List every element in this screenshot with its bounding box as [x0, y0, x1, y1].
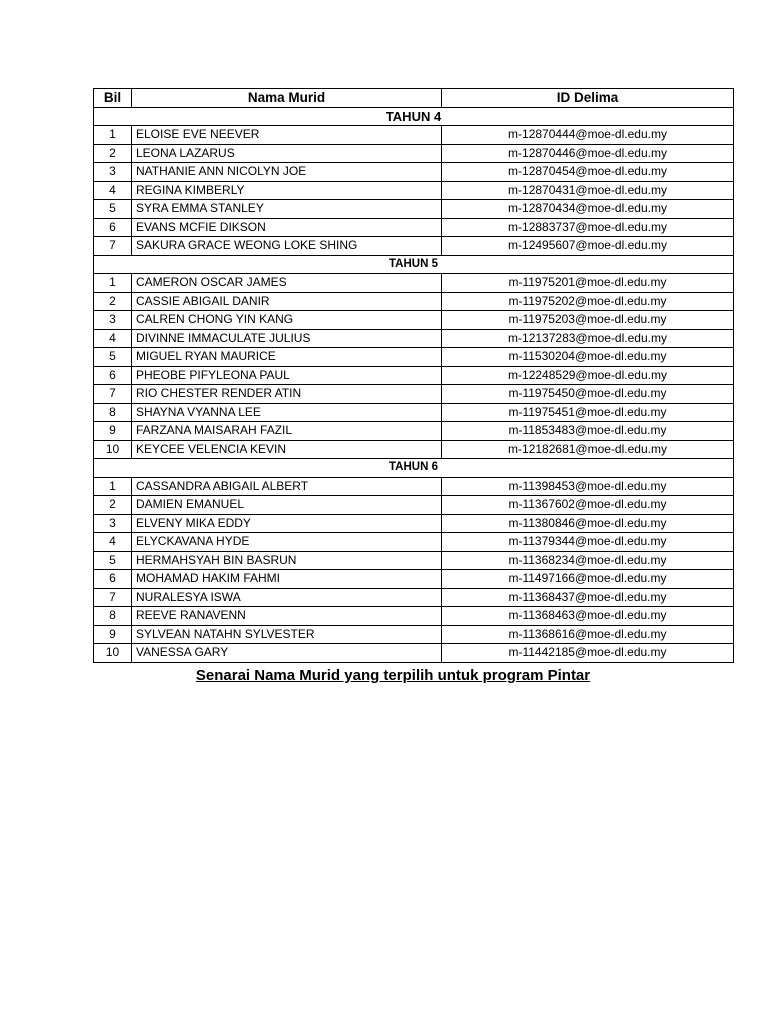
row-number: 7	[94, 588, 132, 607]
student-id: m-11368437@moe-dl.edu.my	[442, 588, 734, 607]
row-number: 8	[94, 607, 132, 626]
student-name: REGINA KIMBERLY	[132, 181, 442, 200]
row-number: 1	[94, 274, 132, 293]
row-number: 5	[94, 200, 132, 219]
row-number: 6	[94, 218, 132, 237]
row-number: 3	[94, 514, 132, 533]
table-row	[94, 607, 734, 626]
student-name: ELVENY MIKA EDDY	[132, 514, 442, 533]
student-name: MIGUEL RYAN MAURICE	[132, 348, 442, 367]
student-id: m-11975450@moe-dl.edu.my	[442, 385, 734, 404]
header-name: Nama Murid	[132, 89, 442, 108]
student-name: HERMAHSYAH BIN BASRUN	[132, 551, 442, 570]
table-row	[94, 385, 734, 404]
student-id: m-11367602@moe-dl.edu.my	[442, 496, 734, 515]
table-row	[94, 440, 734, 459]
row-number: 3	[94, 311, 132, 330]
student-id: m-12137283@moe-dl.edu.my	[442, 329, 734, 348]
table-row	[94, 181, 734, 200]
table-row	[94, 514, 734, 533]
row-number: 1	[94, 477, 132, 496]
table-row	[94, 422, 734, 441]
row-number: 8	[94, 403, 132, 422]
table-row	[94, 144, 734, 163]
student-id: m-11398453@moe-dl.edu.my	[442, 477, 734, 496]
row-number: 10	[94, 644, 132, 663]
table-row	[94, 218, 734, 237]
student-id: m-11497166@moe-dl.edu.my	[442, 570, 734, 589]
row-number: 5	[94, 551, 132, 570]
student-id: m-11380846@moe-dl.edu.my	[442, 514, 734, 533]
table-row	[94, 551, 734, 570]
row-number: 9	[94, 625, 132, 644]
table-row	[94, 644, 734, 663]
student-name: PHEOBE PIFYLEONA PAUL	[132, 366, 442, 385]
student-id: m-11975203@moe-dl.edu.my	[442, 311, 734, 330]
group-title: TAHUN 6	[94, 459, 734, 478]
student-id: m-11379344@moe-dl.edu.my	[442, 533, 734, 552]
table-row	[94, 533, 734, 552]
group-row	[94, 459, 734, 478]
student-id: m-11975202@moe-dl.edu.my	[442, 292, 734, 311]
student-name: CASSANDRA ABIGAIL ALBERT	[132, 477, 442, 496]
student-name: KEYCEE VELENCIA KEVIN	[132, 440, 442, 459]
table-row	[94, 366, 734, 385]
group-title: TAHUN 5	[94, 255, 734, 274]
table-row	[94, 329, 734, 348]
student-id: m-11530204@moe-dl.edu.my	[442, 348, 734, 367]
student-name: DIVINNE IMMACULATE JULIUS	[132, 329, 442, 348]
student-id: m-11975201@moe-dl.edu.my	[442, 274, 734, 293]
table-row	[94, 126, 734, 145]
table-row	[94, 625, 734, 644]
student-name: NURALESYA ISWA	[132, 588, 442, 607]
student-id: m-12495607@moe-dl.edu.my	[442, 237, 734, 256]
table-row	[94, 274, 734, 293]
student-id: m-11368616@moe-dl.edu.my	[442, 625, 734, 644]
header-bil: Bil	[94, 89, 132, 108]
document-caption: Senarai Nama Murid yang terpilih untuk program Pintar	[195, 667, 591, 684]
group-row	[94, 255, 734, 274]
row-number: 7	[94, 385, 132, 404]
row-number: 6	[94, 570, 132, 589]
student-name: SHAYNA VYANNA LEE	[132, 403, 442, 422]
student-name: RIO CHESTER RENDER ATIN	[132, 385, 442, 404]
header-id: ID Delima	[442, 89, 734, 108]
student-id: m-12883737@moe-dl.edu.my	[442, 218, 734, 237]
student-name: SAKURA GRACE WEONG LOKE SHING	[132, 237, 442, 256]
student-name: ELOISE EVE NEEVER	[132, 126, 442, 145]
student-id: m-12870444@moe-dl.edu.my	[442, 126, 734, 145]
student-name: NATHANIE ANN NICOLYN JOE	[132, 163, 442, 182]
row-number: 2	[94, 144, 132, 163]
row-number: 2	[94, 292, 132, 311]
table-row	[94, 292, 734, 311]
table-row	[94, 311, 734, 330]
row-number: 4	[94, 181, 132, 200]
student-id: m-12870454@moe-dl.edu.my	[442, 163, 734, 182]
student-id: m-11975451@moe-dl.edu.my	[442, 403, 734, 422]
student-id: m-12870434@moe-dl.edu.my	[442, 200, 734, 219]
student-name: CAMERON OSCAR JAMES	[132, 274, 442, 293]
student-id: m-11442185@moe-dl.edu.my	[442, 644, 734, 663]
row-number: 7	[94, 237, 132, 256]
row-number: 10	[94, 440, 132, 459]
student-name: LEONA LAZARUS	[132, 144, 442, 163]
group-title: TAHUN 4	[94, 107, 734, 126]
row-number: 3	[94, 163, 132, 182]
table-header-row	[94, 89, 734, 108]
student-id: m-11368463@moe-dl.edu.my	[442, 607, 734, 626]
student-name: EVANS MCFIE DIKSON	[132, 218, 442, 237]
table-row	[94, 163, 734, 182]
student-name: DAMIEN EMANUEL	[132, 496, 442, 515]
student-id: m-12870446@moe-dl.edu.my	[442, 144, 734, 163]
student-name: CASSIE ABIGAIL DANIR	[132, 292, 442, 311]
student-name: REEVE RANAVENN	[132, 607, 442, 626]
row-number: 2	[94, 496, 132, 515]
table-row	[94, 348, 734, 367]
student-table	[93, 88, 734, 663]
student-name: ELYCKAVANA HYDE	[132, 533, 442, 552]
student-name: SYLVEAN NATAHN SYLVESTER	[132, 625, 442, 644]
table-body	[94, 107, 734, 662]
row-number: 6	[94, 366, 132, 385]
table-row	[94, 237, 734, 256]
row-number: 1	[94, 126, 132, 145]
table-row	[94, 496, 734, 515]
student-name: VANESSA GARY	[132, 644, 442, 663]
table-row	[94, 200, 734, 219]
student-id: m-12870431@moe-dl.edu.my	[442, 181, 734, 200]
student-name: MOHAMAD HAKIM FAHMI	[132, 570, 442, 589]
student-id: m-12182681@moe-dl.edu.my	[442, 440, 734, 459]
table-row	[94, 588, 734, 607]
student-id: m-12248529@moe-dl.edu.my	[442, 366, 734, 385]
table-row	[94, 477, 734, 496]
group-row	[94, 107, 734, 126]
student-id: m-11368234@moe-dl.edu.my	[442, 551, 734, 570]
student-id: m-11853483@moe-dl.edu.my	[442, 422, 734, 441]
row-number: 4	[94, 533, 132, 552]
student-name: FARZANA MAISARAH FAZIL	[132, 422, 442, 441]
student-name: SYRA EMMA STANLEY	[132, 200, 442, 219]
row-number: 4	[94, 329, 132, 348]
table-row	[94, 570, 734, 589]
student-name: CALREN CHONG YIN KANG	[132, 311, 442, 330]
row-number: 9	[94, 422, 132, 441]
table-row	[94, 403, 734, 422]
row-number: 5	[94, 348, 132, 367]
